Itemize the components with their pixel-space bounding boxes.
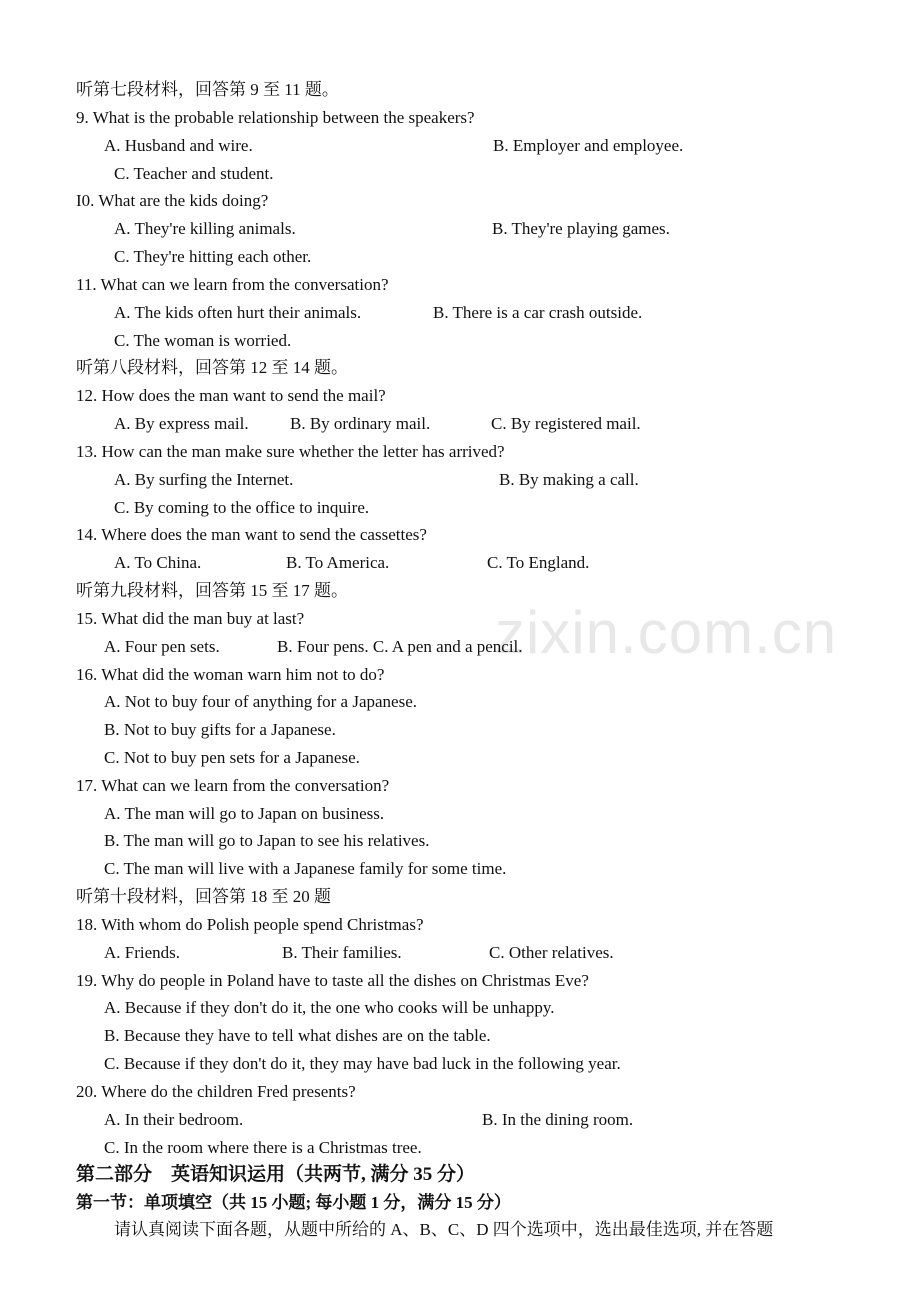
option-bc: B. Four pens. C. A pen and a pencil. (277, 637, 523, 656)
option-c: C. The woman is worried. (114, 331, 292, 350)
option-b: B. They're playing games. (492, 219, 670, 238)
option-c: C. Not to buy pen sets for a Japanese. (104, 748, 360, 767)
section-heading: 听第十段材料，回答第 18 至 20 题 (76, 887, 331, 906)
option-c: C. By registered mail. (491, 414, 641, 433)
question-stem: 17. What can we learn from the conversation? (76, 776, 390, 795)
option-c: C. By coming to the office to inquire. (114, 498, 370, 517)
section-heading: 听第九段材料，回答第 15 至 17 题。 (76, 581, 348, 600)
option-b: B. Employer and employee. (493, 136, 684, 155)
question-stem: 11. What can we learn from the conversation? (76, 275, 389, 294)
option-b: B. Because they have to tell what dishes are on the table. (104, 1026, 491, 1045)
option-a: A. Not to buy four of anything for a Japanese. (104, 692, 418, 711)
option-a: A. Because if they don't do it, the one who cooks will be unhappy. (104, 998, 555, 1017)
instructions: 请认真阅读下面各题，从题中所给的 A、B、C、D 四个选项中，选出最佳选项, 并在答题 (114, 1220, 774, 1239)
question-stem: I0. What are the kids doing? (76, 191, 269, 210)
question-stem: 15. What did the man buy at last? (76, 609, 305, 628)
question-stem: 20. Where do the children Fred presents? (76, 1082, 356, 1101)
question-stem: 13. How can the man make sure whether the letter has arrived? (76, 442, 505, 461)
option-b: B. In the dining room. (482, 1110, 634, 1129)
section-heading: 听第七段材料，回答第 9 至 11 题。 (76, 80, 339, 99)
option-b: B. The man will go to Japan to see his relatives. (104, 831, 430, 850)
option-c: C. Other relatives. (489, 943, 614, 962)
question-stem: 18. With whom do Polish people spend Christmas? (76, 915, 424, 934)
section-heading: 听第八段材料，回答第 12 至 14 题。 (76, 358, 348, 377)
option-c: C. To England. (487, 553, 590, 572)
option-a: A. By surfing the Internet. (114, 470, 294, 489)
option-a: A. In their bedroom. (104, 1110, 244, 1129)
option-a: A. The kids often hurt their animals. (114, 303, 362, 322)
option-b: B. To America. (286, 553, 390, 572)
option-a: A. The man will go to Japan on business. (104, 804, 385, 823)
option-b: B. By making a call. (499, 470, 639, 489)
part-title: 第二部分 英语知识运用（共两节, 满分 35 分） (76, 1164, 476, 1185)
section-title: 第一节：单项填空（共 15 小题; 每小题 1 分，满分 15 分） (76, 1193, 511, 1212)
option-b: B. Not to buy gifts for a Japanese. (104, 720, 336, 739)
question-stem: 9. What is the probable relationship between the speakers? (76, 108, 475, 127)
option-a: A. Four pen sets. (104, 637, 220, 656)
option-a: A. Friends. (104, 943, 181, 962)
option-c: C. Teacher and student. (114, 164, 274, 183)
option-b: B. There is a car crash outside. (433, 303, 643, 322)
option-a: A. Husband and wire. (104, 136, 253, 155)
option-a: A. By express mail. (114, 414, 249, 433)
option-a: A. They're killing animals. (114, 219, 296, 238)
option-c: C. They're hitting each other. (114, 247, 312, 266)
option-a: A. To China. (114, 553, 202, 572)
option-c: C. Because if they don't do it, they may have bad luck in the following year. (104, 1054, 621, 1073)
question-stem: 14. Where does the man want to send the cassettes? (76, 525, 427, 544)
watermark: zixin.com.cn (495, 599, 838, 666)
option-c: C. In the room where there is a Christmas tree. (104, 1138, 422, 1157)
option-b: B. By ordinary mail. (290, 414, 431, 433)
option-c: C. The man will live with a Japanese family for some time. (104, 859, 507, 878)
option-b: B. Their families. (282, 943, 402, 962)
question-stem: 19. Why do people in Poland have to taste all the dishes on Christmas Eve? (76, 971, 589, 990)
question-stem: 16. What did the woman warn him not to do? (76, 665, 385, 684)
question-stem: 12. How does the man want to send the mail? (76, 386, 386, 405)
